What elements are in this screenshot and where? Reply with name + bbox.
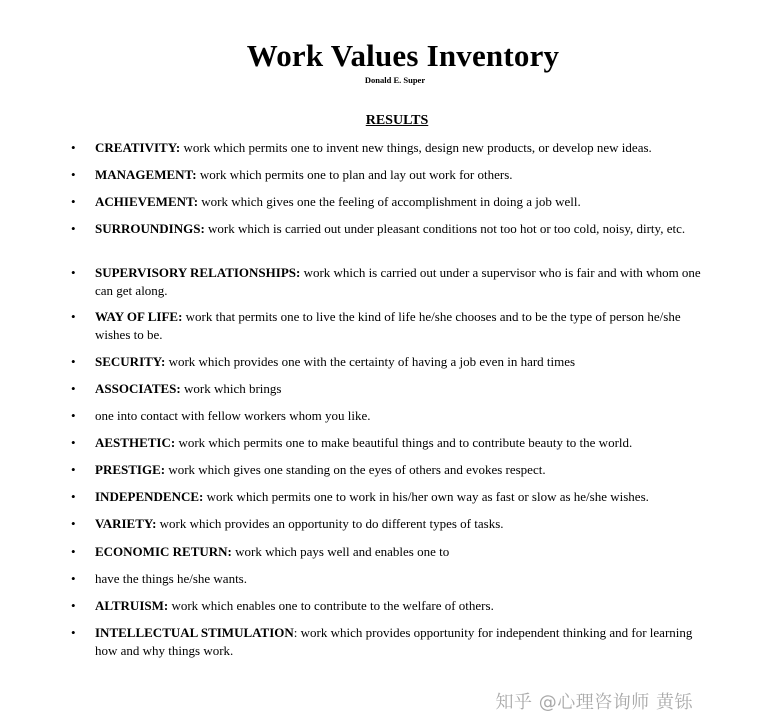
item-term: SURROUNDINGS: — [95, 221, 205, 236]
item-text: one into contact with fellow workers whom you like. — [95, 408, 371, 423]
bullet-icon: • — [71, 309, 76, 324]
list-item-achievement — [71, 193, 705, 211]
item-term: MANAGEMENT: — [95, 167, 197, 182]
item-text: work which permits one to plan and lay out work for others. — [196, 167, 513, 182]
list-item-altruism — [71, 597, 705, 615]
list-item-economic-return-continued — [71, 570, 705, 588]
list-item-security — [71, 353, 705, 371]
bullet-icon: • — [71, 381, 76, 396]
item-text: work which enables one to contribute to the welfare of others. — [168, 598, 494, 613]
zhihu-watermark: 知乎 @心理咨询师 黄铄 — [495, 692, 693, 713]
bullet-icon: • — [71, 194, 76, 209]
item-text: work which gives one standing on the eyes of others and evokes respect. — [165, 462, 546, 477]
bullet-icon: • — [71, 167, 76, 182]
list-item-independence — [71, 488, 705, 506]
item-text: work which permits one to make beautiful things and to contribute beauty to the world. — [175, 435, 633, 450]
item-text: work which pays well and enables one to — [231, 544, 450, 559]
bullet-icon: • — [71, 140, 76, 155]
item-text: work which is carried out under a supervisor who is fair and with whom one can get along. — [95, 265, 701, 298]
bullet-icon: • — [71, 462, 76, 477]
item-text: work that permits one to live the kind of life he/she chooses and to be the type of person he/she wishes to be. — [95, 309, 681, 342]
document-title: Work Values Inventory — [246, 38, 560, 73]
bullet-icon: • — [71, 221, 76, 236]
list-item-creativity — [71, 139, 705, 157]
bullet-icon: • — [71, 571, 76, 586]
section-heading-results: RESULTS — [365, 113, 429, 128]
item-term: WAY OF LIFE: — [95, 309, 183, 324]
item-term: INDEPENDENCE: — [95, 489, 204, 504]
item-text: work which permits one to work in his/her own way as fast or slow as he/she wishes. — [203, 489, 649, 504]
list-item-variety — [71, 515, 705, 533]
bullet-icon: • — [71, 435, 76, 450]
list-item-economic-return — [71, 543, 705, 561]
list-item-associates — [71, 380, 705, 398]
item-term: SECURITY: — [95, 354, 166, 369]
document-author: Donald E. Super — [364, 75, 426, 85]
item-text: work which provides an opportunity to do different types of tasks. — [156, 516, 504, 531]
list-item-surroundings — [71, 220, 705, 238]
item-term: INTELLECTUAL STIMULATION — [95, 625, 294, 640]
bullet-icon: • — [71, 544, 76, 559]
bullet-icon: • — [71, 625, 76, 640]
item-term: CREATIVITY: — [95, 140, 181, 155]
item-text: work which provides one with the certainty of having a job even in hard times — [165, 354, 576, 369]
bullet-icon: • — [71, 489, 76, 504]
list-item-prestige — [71, 461, 705, 479]
bullet-icon: • — [71, 265, 76, 280]
item-term: ALTRUISM: — [95, 598, 169, 613]
item-term: AESTHETIC: — [95, 435, 176, 450]
item-term: VARIETY: — [95, 516, 157, 531]
list-item-way-of-life — [71, 308, 705, 343]
item-text: have the things he/she wants. — [95, 571, 247, 586]
item-term: PRESTIGE: — [95, 462, 166, 477]
bullet-icon: • — [71, 408, 76, 423]
item-text: work which permits one to invent new things, design new products, or develop new ideas. — [180, 140, 652, 155]
list-item-supervisory-relationships — [71, 264, 705, 299]
item-term: ECONOMIC RETURN: — [95, 544, 232, 559]
item-text: work which brings — [180, 381, 282, 396]
list-item-management — [71, 166, 705, 184]
list-item-associates-continued — [71, 407, 705, 425]
list-item-intellectual-stimulation — [71, 624, 705, 659]
item-text: : work which provides opportunity for independent thinking and for learning how and why things work. — [95, 625, 693, 658]
item-term: SUPERVISORY RELATIONSHIPS: — [95, 265, 301, 280]
list-item-aesthetic — [71, 434, 705, 452]
bullet-icon: • — [71, 354, 76, 369]
item-text: work which is carried out under pleasant conditions not too hot or too cold, noisy, dirty, etc. — [204, 221, 686, 236]
item-text: work which gives one the feeling of accomplishment in doing a job well. — [198, 194, 581, 209]
bullet-icon: • — [71, 516, 76, 531]
item-term: ASSOCIATES: — [95, 381, 181, 396]
bullet-icon: • — [71, 598, 76, 613]
item-term: ACHIEVEMENT: — [95, 194, 199, 209]
